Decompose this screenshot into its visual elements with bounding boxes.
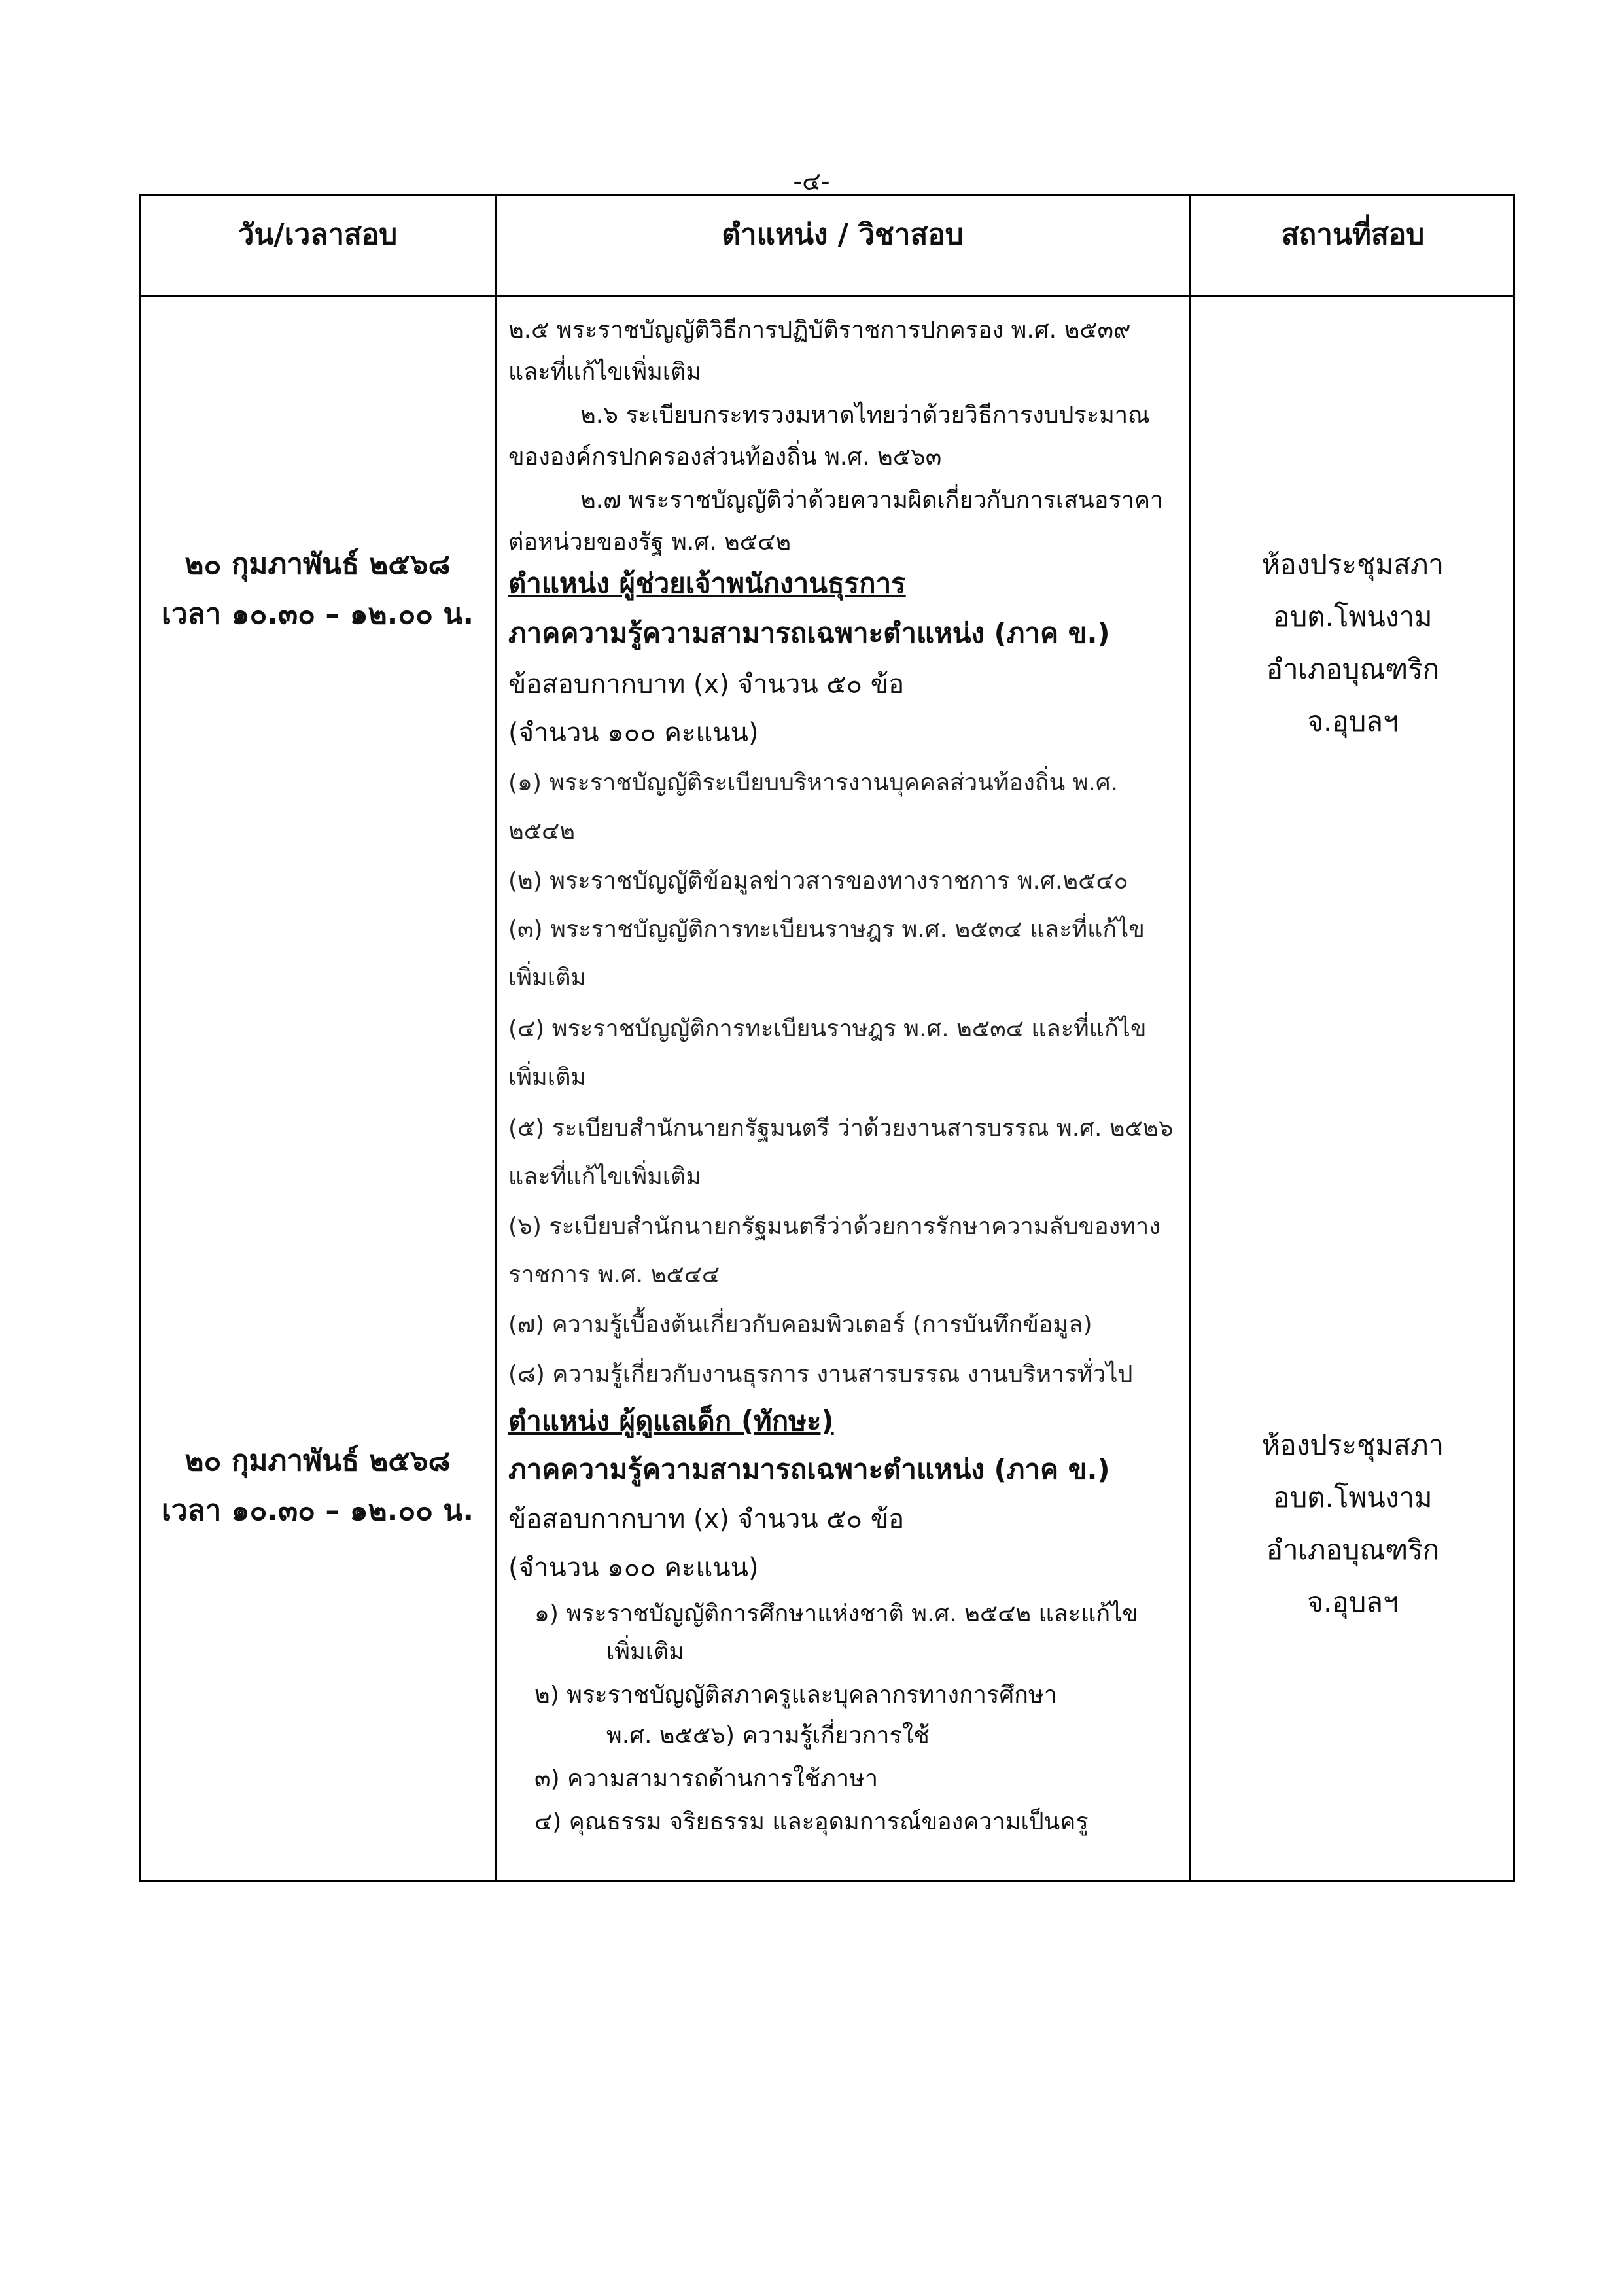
header-position-subject: ตำแหน่ง / วิชาสอบ: [722, 218, 964, 251]
subject-item: (๒) พระราชบัญญัติข้อมูลข่าวสารของทางราชการ พ.ศ.๒๕๔๐: [508, 868, 1128, 894]
session-2-datetime: [141, 1436, 495, 1536]
subject-item: (๖) ระเบียบสำนักนายกรัฐมนตรีว่าด้วยการรักษาความลับของทาง: [508, 1213, 1161, 1240]
session-2-venue: [1191, 1419, 1515, 1629]
subject-item: ๒๕๔๒: [508, 818, 575, 845]
subject-item: (๑) พระราชบัญญัติระเบียบบริหารงานบุคคลส่วนท้องถิ่น พ.ศ.: [508, 769, 1119, 796]
continued-item: และที่แก้ไขเพิ่มเติม: [508, 359, 702, 385]
venue-line: จ.อุบลฯ: [1307, 1586, 1399, 1618]
exam-format: ข้อสอบกากบาท (x) จำนวน ๕๐ ข้อ: [508, 669, 905, 699]
session-time: เวลา ๑๐.๓๐ – ๑๒.๐๐ น.: [161, 597, 474, 631]
venue-line: อบต.โพนงาม: [1273, 1481, 1433, 1513]
subject-item: เพิ่มเติม: [508, 964, 587, 991]
venue-line: จ.อุบลฯ: [1307, 705, 1399, 737]
exam-score: (จำนวน ๑๐๐ คะแนน): [508, 718, 759, 748]
venue-line: อำเภอบุณฑริก: [1266, 1534, 1440, 1566]
session-time: เวลา ๑๐.๓๐ – ๑๒.๐๐ น.: [161, 1494, 474, 1527]
subject-item: และที่แก้ไขเพิ่มเติม: [508, 1163, 702, 1190]
page-number: -๔-: [793, 167, 830, 196]
subject-item: ๑) พระราชบัญญัติการศึกษาแห่งชาติ พ.ศ. ๒๕๔๒ และแก้ไข: [534, 1600, 1138, 1627]
subject-item: (๓) พระราชบัญญัติการทะเบียนราษฎร พ.ศ. ๒๕๓๔ และที่แก้ไข: [508, 916, 1145, 943]
position-title: ตำแหน่ง ผู้ดูแลเด็ก (ทักษะ): [508, 1405, 834, 1437]
subject-item: (๗) ความรู้เบื้องต้นเกี่ยวกับคอมพิวเตอร์ (การบันทึกข้อมูล): [508, 1311, 1092, 1338]
subject-item: ๓) ความสามารถด้านการใช้ภาษา: [534, 1765, 879, 1792]
continued-item: ขององค์กรปกครองส่วนท้องถิ่น พ.ศ. ๒๕๖๓: [508, 444, 942, 470]
header-date-time: วัน/เวลาสอบ: [237, 218, 398, 251]
exam-score: (จำนวน ๑๐๐ คะแนน): [508, 1553, 759, 1583]
subject-item: (๕) ระเบียบสำนักนายกรัฐมนตรี ว่าด้วยงานสารบรรณ พ.ศ. ๒๕๒๖: [508, 1115, 1174, 1142]
venue-line: ห้องประชุมสภา: [1261, 1429, 1444, 1461]
session-date: ๒๐ กุมภาพันธ์ ๒๕๖๘: [184, 1444, 451, 1477]
venue-line: อำเภอบุณฑริก: [1266, 653, 1440, 685]
continued-item: ๒.๖ ระเบียบกระทรวงมหาดไทยว่าด้วยวิธีการงบประมาณ: [580, 402, 1150, 429]
subject-item: เพิ่มเติม: [508, 1064, 587, 1091]
exam-format: ข้อสอบกากบาท (x) จำนวน ๕๐ ข้อ: [508, 1504, 905, 1534]
continued-item: ๒.๕ พระราชบัญญัติวิธีการปฏิบัติราชการปกครอง พ.ศ. ๒๕๓๙: [508, 317, 1131, 344]
continued-item: ต่อหน่วยของรัฐ พ.ศ. ๒๕๔๒: [508, 529, 791, 556]
section-title: ภาคความรู้ความสามารถเฉพาะตำแหน่ง (ภาค ข.): [508, 617, 1110, 649]
venue-line: อบต.โพนงาม: [1273, 601, 1433, 633]
column-divider: [495, 196, 497, 1880]
session-1-datetime: [141, 540, 495, 639]
session-date: ๒๐ กุมภาพันธ์ ๒๕๖๘: [184, 548, 451, 581]
header-divider: [141, 295, 1513, 297]
subject-item: ราชการ พ.ศ. ๒๕๔๔: [508, 1262, 720, 1288]
header-venue: สถานที่สอบ: [1281, 218, 1425, 251]
position-title: ตำแหน่ง ผู้ช่วยเจ้าพนักงานธุรการ: [508, 567, 906, 599]
subject-item: ๔) คุณธรรม จริยธรรม และอุดมการณ์ของความเป็นครู: [534, 1809, 1089, 1835]
venue-line: ห้องประชุมสภา: [1261, 548, 1444, 580]
continued-item: ๒.๗ พระราชบัญญัติว่าด้วยความผิดเกี่ยวกับการเสนอราคา: [580, 487, 1164, 514]
subject-item: (๘) ความรู้เกี่ยวกับงานธุรการ งานสารบรรณ งานบริหารทั่วไป: [508, 1361, 1133, 1388]
subject-item: เพิ่มเติม: [606, 1638, 685, 1665]
exam-schedule-table: [139, 194, 1515, 1882]
subject-item: พ.ศ. ๒๕๕๖) ความรู้เกี่ยวการใช้: [606, 1722, 930, 1749]
subject-item: (๔) พระราชบัญญัติการทะเบียนราษฎร พ.ศ. ๒๕๓๔ และที่แก้ไข: [508, 1016, 1147, 1042]
section-title: ภาคความรู้ความสามารถเฉพาะตำแหน่ง (ภาค ข.): [508, 1453, 1110, 1485]
session-1-venue: [1191, 539, 1515, 748]
subject-item: ๒) พระราชบัญญัติสภาครูและบุคลากรทางการศึกษา: [534, 1682, 1057, 1708]
